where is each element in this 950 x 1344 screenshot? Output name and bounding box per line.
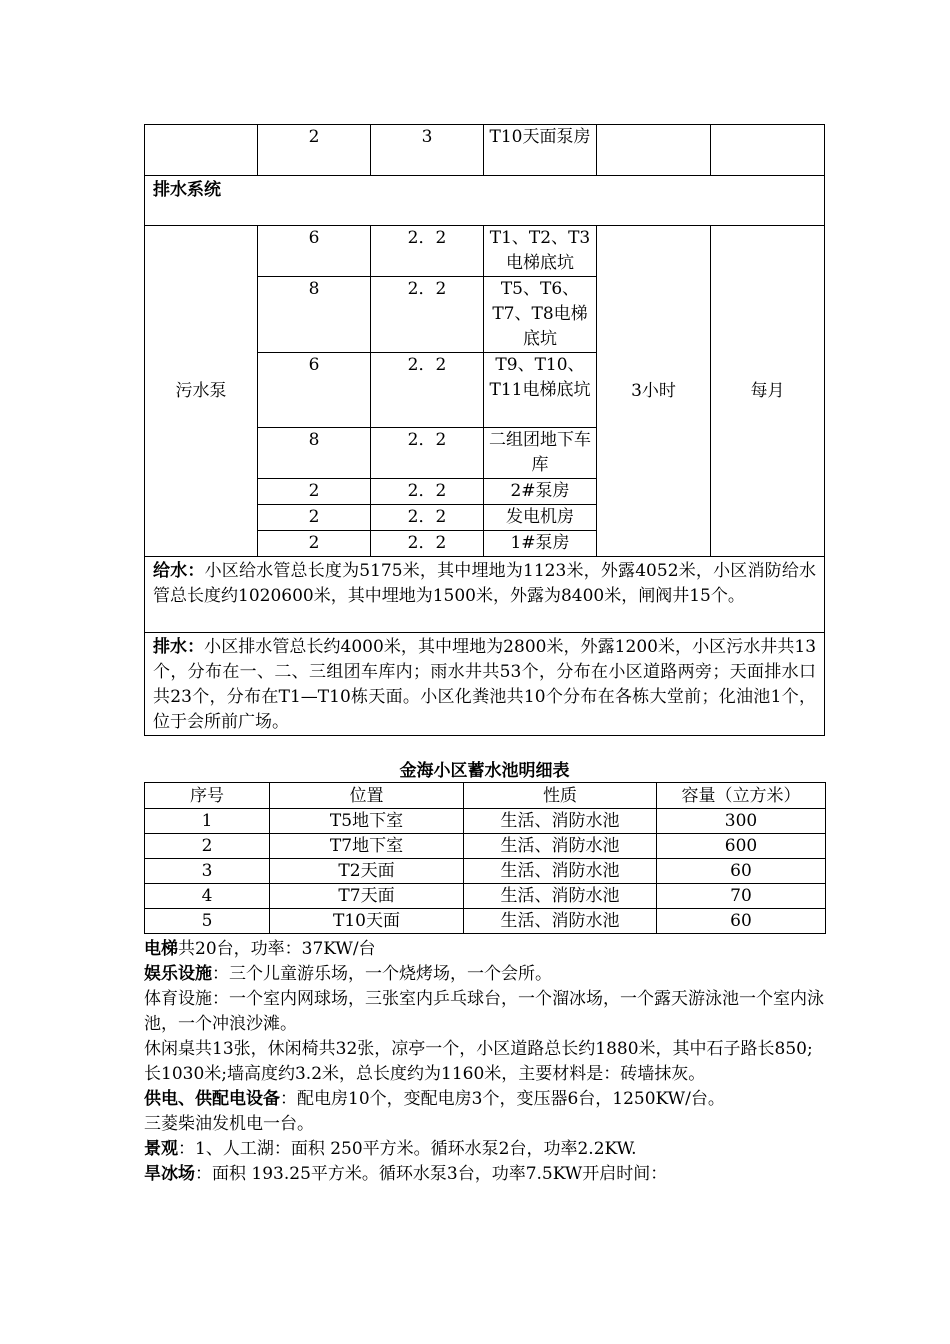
table-row: [145, 809, 826, 834]
table-cell: 600: [657, 834, 826, 859]
table-cell: 8: [258, 277, 371, 353]
table-row: [145, 909, 826, 934]
reservoir-table: [144, 782, 826, 934]
table-cell: 2: [258, 505, 371, 531]
water-supply-row: [145, 557, 825, 633]
table-cell: 5: [145, 909, 270, 934]
entertainment-line: [144, 962, 826, 987]
drainage-label: 排水：: [153, 637, 205, 657]
table-cell: 2#泵房: [484, 479, 597, 505]
power-label: 供电、供配电设备: [144, 1089, 280, 1109]
elevator-label: 电梯: [144, 939, 178, 959]
section-header-row: [145, 176, 825, 226]
drain-section-title: 排水系统: [145, 176, 825, 226]
table-cell: 发电机房: [484, 505, 597, 531]
table-cell: T2天面: [270, 859, 464, 884]
table-cell: 2: [258, 125, 371, 176]
table-cell: 6: [258, 353, 371, 428]
table-cell: 生活、消防水池: [464, 859, 657, 884]
table-cell: T7天面: [270, 884, 464, 909]
landscape-label: 景观: [144, 1139, 178, 1159]
sports-line: 体育设施：一个室内网球场，三张室内乒乓球台，一个溜冰场，一个露天游泳池一个室内泳池，一个冲浪沙滩。: [144, 989, 824, 1034]
table-cell: 1: [145, 809, 270, 834]
drainage-equipment-table: [144, 124, 825, 736]
table-cell: 2．2: [371, 428, 484, 479]
table-cell: 生活、消防水池: [464, 884, 657, 909]
drainage-paragraph: [145, 633, 825, 736]
table-cell: 生活、消防水池: [464, 834, 657, 859]
table-row: [145, 884, 826, 909]
table-cell: T10天面泵房: [484, 125, 597, 176]
entertainment-text: ：三个儿童游乐场，一个烧烤场，一个会所。: [212, 964, 552, 984]
elevator-line: [144, 937, 826, 962]
ice-rink-label: 旱冰场: [144, 1164, 195, 1184]
table-cell: 3: [371, 125, 484, 176]
column-header: 容量（立方米）: [657, 783, 826, 809]
table-cell: 70: [657, 884, 826, 909]
table-cell: T7地下室: [270, 834, 464, 859]
table-cell: [145, 125, 258, 176]
table-cell: [597, 125, 711, 176]
table-cell: 2: [258, 531, 371, 557]
power-text: ：配电房10个，变配电房3个，变压器6台，1250KW/台。: [280, 1089, 725, 1109]
table-cell: T1、T2、T3电梯底坑: [484, 226, 597, 277]
table-cell: 2: [145, 834, 270, 859]
power-line: [144, 1087, 826, 1112]
water-supply-paragraph: [145, 557, 825, 633]
table-cell: 2．2: [371, 505, 484, 531]
table-cell: 4: [145, 884, 270, 909]
water-supply-label: 给水：: [153, 561, 205, 581]
table-cell: [711, 125, 825, 176]
facility-notes: [144, 937, 826, 1187]
table-cell: 60: [657, 859, 826, 884]
table-cell: 300: [657, 809, 826, 834]
table-cell: 生活、消防水池: [464, 909, 657, 934]
table-row: [145, 226, 825, 277]
landscape-line: [144, 1137, 826, 1162]
ice-rink-text: ：面积 193.25平方米。循环水泵3台，功率7.5KW开启时间：: [195, 1164, 668, 1184]
table-cell: 2．2: [371, 277, 484, 353]
table-cell: T9、T10、T11电梯底坑: [484, 353, 597, 428]
column-header: 序号: [145, 783, 270, 809]
table-cell: T10天面: [270, 909, 464, 934]
table-cell: T5、T6、T7、T8电梯底坑: [484, 277, 597, 353]
table-row: [145, 834, 826, 859]
table-header-row: [145, 783, 826, 809]
frequency: 每月: [711, 226, 825, 557]
run-time: 3小时: [597, 226, 711, 557]
table-cell: 生活、消防水池: [464, 809, 657, 834]
table-cell: 2．2: [371, 531, 484, 557]
table-cell: 2: [258, 479, 371, 505]
table-cell: 2．2: [371, 353, 484, 428]
table-row: [145, 859, 826, 884]
table-cell: T5地下室: [270, 809, 464, 834]
entertainment-label: 娱乐设施: [144, 964, 212, 984]
table-cell: 60: [657, 909, 826, 934]
table-cell: 3: [145, 859, 270, 884]
column-header: 性质: [464, 783, 657, 809]
leisure-line: 休闲桌共13张，休闲椅共32张，凉亭一个，小区道路总长约1880米，其中石子路长850;长1030米;墙高度约3.2米，总长度约为1160米，主要材料是：砖墙抹灰。: [144, 1039, 813, 1084]
water-supply-text: 小区给水管总长度为5175米，其中埋地为1123米，外露4052米，小区消防给水管总长度约1020600米，其中埋地为1500米，外露为8400米，闸阀井15个。: [153, 561, 817, 606]
table-cell: 8: [258, 428, 371, 479]
table-row: [145, 125, 825, 176]
table-cell: 二组团地下车库: [484, 428, 597, 479]
elevator-text: 共20台，功率：37KW/台: [178, 939, 376, 959]
table-cell: 2．2: [371, 479, 484, 505]
table-cell: 6: [258, 226, 371, 277]
generator-line: 三菱柴油发机电一台。: [144, 1114, 314, 1134]
landscape-text: ：1、人工湖：面积 250平方米。循环水泵2台，功率2.2KW.: [178, 1139, 637, 1159]
table-cell: 2．2: [371, 226, 484, 277]
table-cell: 1#泵房: [484, 531, 597, 557]
reservoir-table-title: 金海小区蓄水池明细表: [399, 761, 570, 781]
column-header: 位置: [270, 783, 464, 809]
drainage-text: 小区排水管总长约4000米，其中埋地为2800米，外露1200米，小区污水井共13个，分布在一、二、三组团车库内；雨水井共53个，分布在小区道路两旁；天面排水口共23个，分布在T1—T10栋天面。小区化粪池共10个分布在各栋大堂前；化油池1个，位于会所前广场。: [153, 637, 817, 732]
ice-rink-line: [144, 1162, 826, 1187]
drainage-row: [145, 633, 825, 736]
pump-name: 污水泵: [145, 226, 258, 557]
